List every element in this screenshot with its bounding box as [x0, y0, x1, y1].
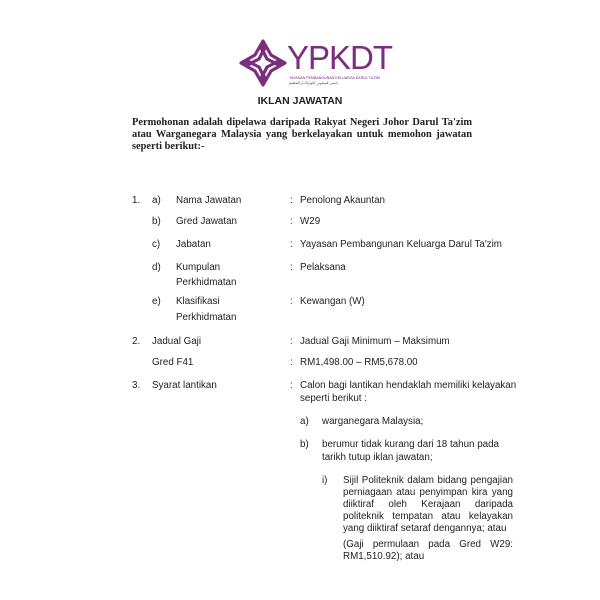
section-2-number: 2. — [132, 336, 141, 347]
field-a-letter: a) — [152, 195, 161, 206]
field-c-separator: : — [290, 239, 293, 250]
section-3-number: 3. — [132, 380, 141, 391]
sub-requirement-text: Sijil Politeknik dalam bidang pengajian perniagaan atau penyimpan kira yang diiktiraf oleh Kerajaan daripada politeknik tempatan atau kelayakan yang diiktiraf setaraf dengannya; atau — [343, 475, 513, 534]
field-e-letter: e) — [152, 296, 161, 307]
field-c-value: Yayasan Pembangunan Keluarga Darul Ta'zim — [300, 239, 502, 250]
requirement-b-line2: tarikh tutup iklan jawatan; — [322, 452, 433, 463]
field-e-separator: : — [290, 296, 293, 307]
requirement-a-letter: a) — [300, 416, 309, 427]
flower-logo-icon — [238, 38, 288, 88]
logo-jawi-subtitle: يايسن ڤمبڠونن كلوارݢ دارالتعظيم — [289, 81, 339, 85]
section-3-separator: : — [290, 380, 293, 391]
requirement-b-line1: berumur tidak kurang dari 18 tahun pada — [322, 439, 500, 450]
field-d-separator: : — [290, 262, 293, 273]
field-b-letter: b) — [152, 216, 161, 227]
section-1-number: 1. — [132, 195, 141, 206]
field-d-label-line1: Kumpulan — [176, 262, 221, 273]
field-c-letter: c) — [152, 239, 161, 250]
field-a-label: Nama Jawatan — [176, 195, 242, 206]
field-d-label-line2: Perkhidmatan — [176, 277, 237, 288]
field-a-separator: : — [290, 195, 293, 206]
section-2-value: Jadual Gaji Minimum – Maksimum — [300, 336, 450, 347]
grade-salary-range: RM1,498.00 – RM5,678.00 — [300, 357, 418, 368]
page-title: IKLAN JAWATAN — [257, 95, 343, 107]
logo-subtitle: YAYASAN PEMBANGUNAN KELUARGA DARUL TA'ZIM — [289, 76, 380, 80]
grade-separator: : — [290, 357, 293, 368]
field-b-value: W29 — [300, 216, 321, 227]
field-a-value: Penolong Akauntan — [300, 195, 385, 206]
field-b-label: Gred Jawatan — [176, 216, 237, 227]
field-d-letter: d) — [152, 262, 161, 273]
section-2-separator: : — [290, 336, 293, 347]
section-3-value-line2: seperti berikut : — [300, 393, 367, 404]
field-e-label-line2: Perkhidmatan — [176, 312, 237, 323]
section-3-label: Syarat lantikan — [152, 380, 217, 391]
field-b-separator: : — [290, 216, 293, 227]
section-2-label: Jadual Gaji — [152, 336, 202, 347]
section-3-value-line1: Calon bagi lantikan hendaklah memiliki kelayakan — [300, 380, 517, 391]
field-d-value: Pelaksana — [300, 262, 346, 273]
ypkdt-logo — [238, 38, 393, 92]
grade-label: Gred F41 — [152, 357, 194, 368]
field-c-label: Jabatan — [176, 239, 211, 250]
salary-note: (Gaji permulaan pada Gred W29: RM1,510.92); atau — [343, 539, 513, 562]
logo-wordmark: YPKDT — [287, 39, 393, 76]
sub-requirement-roman: i) — [322, 475, 328, 486]
field-e-value: Kewangan (W) — [300, 296, 365, 307]
intro-paragraph: Permohonan adalah dipelawa daripada Rakyat Negeri Johor Darul Ta'zim atau Warganegara Malaysia yang berkelayakan untuk memohon jawatan seperti berikut:- — [132, 117, 472, 152]
field-e-label-line1: Klasifikasi — [176, 296, 220, 307]
requirement-b-letter: b) — [300, 439, 309, 450]
requirement-a-text: warganegara Malaysia; — [322, 416, 424, 427]
